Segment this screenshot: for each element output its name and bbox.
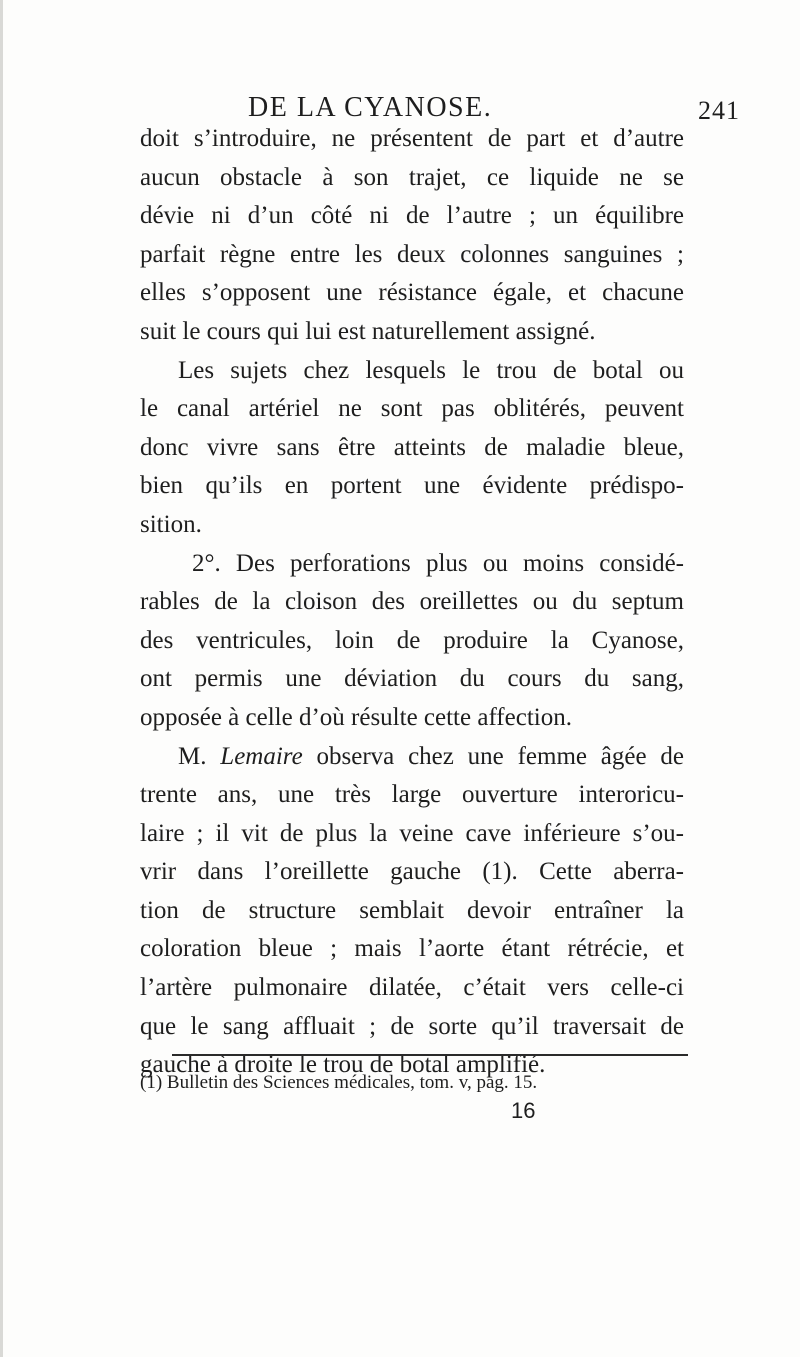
text-line: l’artère pulmonaire dilatée, c’était vers celle-ci (140, 974, 684, 1002)
text-line-with-author (140, 738, 684, 777)
text-line: elles s’opposent une résistance égale, et chacune (140, 279, 684, 307)
footnote-rule (172, 1054, 688, 1056)
m-abbrev: M. (178, 742, 207, 770)
text-line: donc vivre sans être atteints de maladie bleue, (140, 433, 684, 461)
text-line: sition. (140, 510, 202, 538)
text-line: Les sujets chez lesquels le trou de botal ou (178, 356, 684, 384)
text-line: parfait règne entre les deux colonnes sanguines ; (140, 240, 684, 268)
text-line: trente ans, une très large ouverture interoricu- (140, 781, 684, 809)
text-line: suit le cours qui lui est naturellement assigné. (140, 317, 596, 345)
text-line: le canal artériel ne sont pas oblitérés, peuvent (140, 395, 684, 423)
text-line: doit s’introduire, ne présentent de part et d’autre (140, 125, 684, 152)
text-line: bien qu’ils en portent une évidente prédispo- (140, 472, 684, 500)
text-line: ont permis une déviation du cours du sang, (140, 665, 684, 693)
text-line: coloration bleue ; mais l’aorte étant rétrécie, et (140, 935, 684, 963)
page-edge (0, 0, 3, 1357)
text-line: laire ; il vit de plus la veine cave inférieure s’ou- (140, 819, 684, 847)
footnote: (1) Bulletin des Sciences médicales, tom. v, pag. 15. (140, 1072, 538, 1093)
body-text (140, 120, 684, 1085)
text-line: vrir dans l’oreillette gauche (1). Cette aberra- (140, 858, 684, 886)
author-name: Lemaire (220, 742, 303, 770)
text-segment: observa chez une femme âgée de (316, 742, 684, 770)
text-line: 2°. Des perforations plus ou moins considé- (192, 549, 684, 577)
page-number: 241 (698, 96, 740, 125)
text-line: que le sang affluait ; de sorte qu’il traversait de (140, 1012, 684, 1040)
signature-mark: 16 (511, 1098, 536, 1123)
text-line: rables de la cloison des oreillettes ou du septum (140, 588, 684, 616)
text-line: dévie ni d’un côté ni de l’autre ; un équilibre (140, 202, 684, 230)
text-line: tion de structure semblait devoir entraîner la (140, 896, 684, 924)
text-line: des ventricules, loin de produire la Cyanose, (140, 626, 684, 654)
running-head: DE LA CYANOSE. (248, 92, 493, 123)
text-line: aucun obstacle à son trajet, ce liquide ne se (140, 163, 684, 191)
text-line: gauche à droite le trou de botal amplifié. (140, 1051, 546, 1079)
text-line: opposée à celle d’où résulte cette affection. (140, 703, 572, 731)
